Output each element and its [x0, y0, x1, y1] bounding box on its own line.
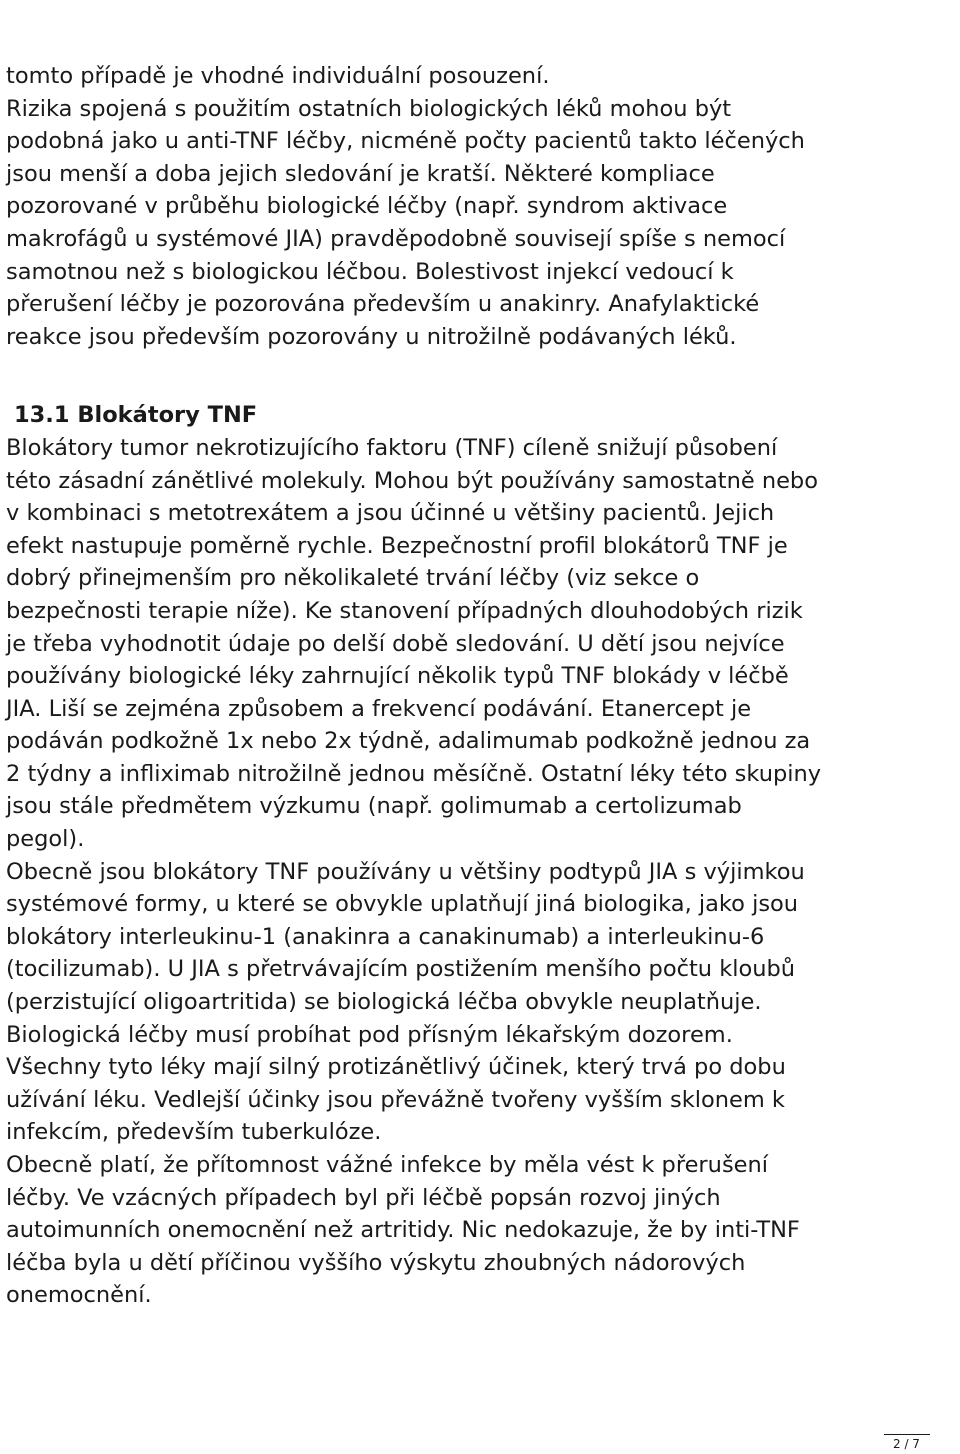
text-line: jsou menší a doba jejich sledování je kratší. Některé kompliace: [6, 160, 715, 187]
intro-paragraph: [6, 60, 951, 353]
text-line: autoimunních onemocnění než artritidy. Nic nedokazuje, že by inti-TNF: [6, 1217, 800, 1244]
text-line: této zásadní zánětlivé molekuly. Mohou být používány samostatně nebo: [6, 467, 818, 494]
text-line: makrofágů u systémové JIA) pravděpodobně souvisejí spíše s nemocí: [6, 225, 786, 252]
document-body: [6, 60, 951, 1312]
text-line: Obecně jsou blokátory TNF používány u většiny podtypů JIA s výjimkou: [6, 858, 805, 885]
text-line: pozorované v průběhu biologické léčby (např. syndrom aktivace: [6, 193, 728, 220]
text-line: jsou stále předmětem výzkumu (např. golimumab a certolizumab: [6, 793, 742, 820]
text-line: Biologická léčby musí probíhat pod přísným lékařským dozorem.: [6, 1021, 733, 1048]
text-line: podobná jako u anti-TNF léčby, nicméně počty pacientů takto léčených: [6, 128, 805, 155]
footer-divider: [884, 1434, 930, 1435]
page-number: 2 / 7: [893, 1437, 920, 1451]
text-line: Rizika spojená s použitím ostatních biologických léků mohou být: [6, 95, 732, 122]
text-line: Všechny tyto léky mají silný protizánětlivý účinek, který trvá po dobu: [6, 1054, 786, 1081]
text-line: Blokátory tumor nekrotizujícího faktoru (TNF) cíleně snižují působení: [6, 434, 778, 461]
text-line: léčba byla u dětí příčinou vyššího výskytu zhoubných nádorových: [6, 1249, 746, 1276]
section-paragraph: [6, 432, 951, 1312]
text-line: reakce jsou především pozorovány u nitrožilně podávaných léků.: [6, 323, 737, 350]
text-line: systémové formy, u které se obvykle uplatňují jiná biologika, jako jsou: [6, 891, 799, 918]
text-line: užívání léku. Vedlejší účinky jsou převážně tvořeny vyšším sklonem k: [6, 1086, 785, 1113]
text-line: JIA. Liší se zejména způsobem a frekvencí podávání. Etanercept je: [6, 695, 752, 722]
text-line: bezpečnosti terapie níže). Ke stanovení případných dlouhodobých rizik: [6, 597, 803, 624]
text-line: používány biologické léky zahrnující několik typů TNF blokády v léčbě: [6, 663, 789, 690]
section-heading: 13.1 Blokátory TNF: [14, 402, 258, 429]
text-line: pegol).: [6, 826, 85, 853]
text-line: samotnou než s biologickou léčbou. Bolestivost injekcí vedoucí k: [6, 258, 734, 285]
text-line: podáván podkožně 1x nebo 2x týdně, adalimumab podkožně jednou za: [6, 728, 811, 755]
text-line: onemocnění.: [6, 1282, 152, 1309]
text-line: přerušení léčby je pozorována především u anakinry. Anafylaktické: [6, 291, 760, 318]
text-line: tomto případě je vhodné individuální posouzení.: [6, 63, 550, 89]
text-line: infekcím, především tuberkulóze.: [6, 1119, 382, 1146]
section-spacer: [6, 353, 951, 399]
text-line: je třeba vyhodnotit údaje po delší době sledování. U dětí jsou nejvíce: [6, 630, 785, 657]
text-line: v kombinaci s metotrexátem a jsou účinné u většiny pacientů. Jejich: [6, 500, 775, 527]
text-line: (tocilizumab). U JIA s přetrvávajícím postižením menšího počtu kloubů: [6, 956, 796, 983]
text-line: (perzistující oligoartritida) se biologická léčba obvykle neuplatňuje.: [6, 989, 762, 1016]
text-line: efekt nastupuje poměrně rychle. Bezpečnostní profil blokátorů TNF je: [6, 532, 788, 559]
text-line: Obecně platí, že přítomnost vážné infekce by měla vést k přerušení: [6, 1152, 769, 1178]
text-line: dobrý přinejmenším pro několikaleté trvání léčby (viz sekce o: [6, 565, 700, 592]
text-line: léčby. Ve vzácných případech byl při léčbě popsán rozvoj jiných: [6, 1184, 721, 1211]
text-line: 2 týdny a infliximab nitrožilně jednou měsíčně. Ostatní léky této skupiny: [6, 760, 822, 787]
text-line: blokátory interleukinu-1 (anakinra a canakinumab) a interleukinu-6: [6, 923, 765, 950]
